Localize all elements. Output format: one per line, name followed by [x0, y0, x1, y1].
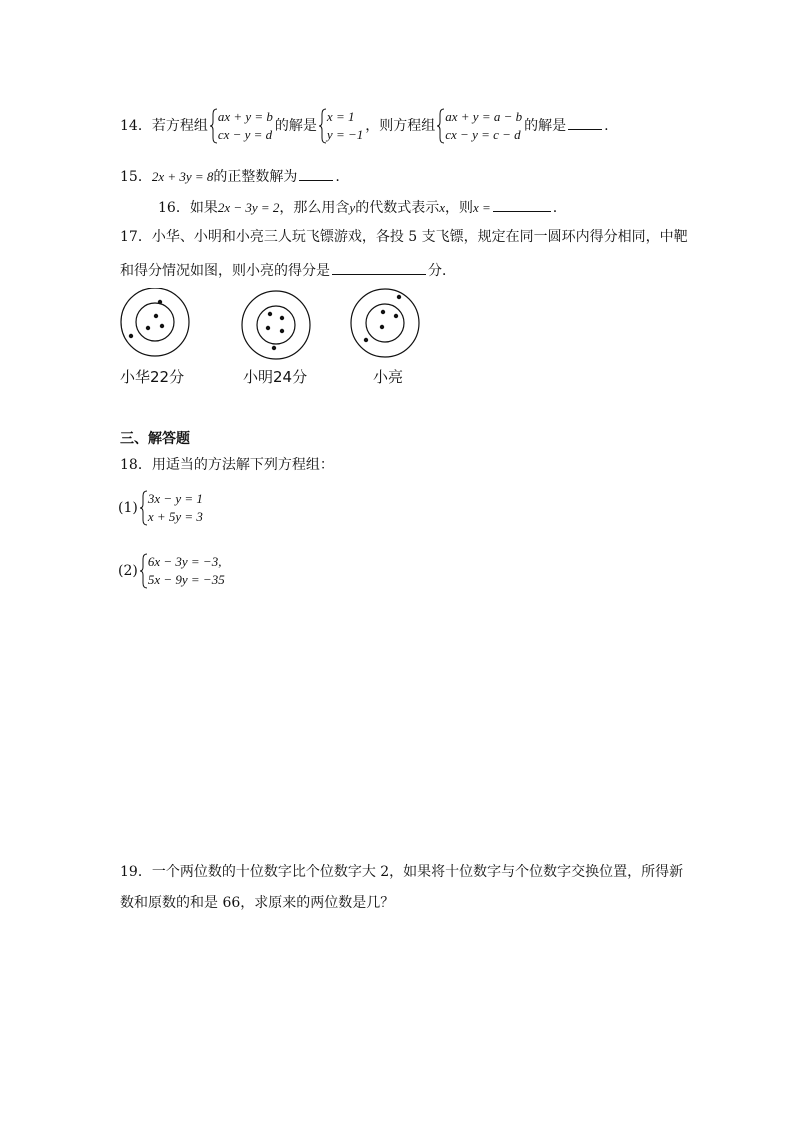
brace-icon [140, 553, 148, 589]
dart-mark [160, 324, 164, 328]
q18-part2-label: (2) [118, 563, 138, 579]
q14-system-2 [319, 108, 363, 144]
q14-answer-blank[interactable] [568, 115, 602, 130]
question-14 [120, 108, 609, 144]
dart-mark [280, 316, 284, 320]
dart-mark [364, 338, 368, 342]
dart-mark [397, 295, 401, 299]
dart-mark [272, 346, 276, 350]
q14-sys1-eq1: ax + y = b [217, 109, 273, 124]
q17-text: 和得分情况如图，则小亮的得分是 [120, 263, 330, 279]
question-18-part-1 [118, 490, 205, 526]
dart-mark [158, 300, 162, 304]
q18-p2-eq1: 6x − 3y = −3, [147, 554, 222, 569]
question-17-line-1: 17．小华、小明和小亮三人玩飞镖游戏，各投 5 支飞镖，规定在同一圆环内得分相同，中靶 [120, 229, 688, 245]
question-15 [120, 166, 340, 186]
q16-text: ，那么用含 [279, 200, 350, 216]
q16-answer-blank[interactable] [493, 197, 551, 212]
q14-system-3 [437, 108, 522, 144]
dart-mark [154, 314, 158, 318]
q14-prefix: 14．若方程组 [120, 118, 208, 134]
q15-end: . [335, 169, 340, 185]
q14-text-then: ，则方程组 [365, 118, 436, 134]
q14-sys3-eq2: cx − y = c − d [445, 127, 521, 142]
question-17-line-2 [120, 260, 456, 280]
q16-text3: ，则 [444, 200, 473, 216]
q16-equation: 2x − 3y = 2 [217, 200, 280, 215]
q17-end: 分． [428, 263, 456, 279]
dartboard-xiaoliang [351, 289, 419, 357]
dartboards-figure [110, 288, 430, 360]
q16-prefix: 16．如果 [158, 200, 218, 216]
brace-icon [140, 490, 148, 526]
dart-mark [129, 334, 133, 338]
target-label-xiaohua: 小华22分 [120, 368, 185, 386]
dartboard-xiaohua [121, 288, 189, 356]
q16-var-y: y [349, 200, 356, 215]
q14-text-solution: 的解是 [274, 118, 317, 134]
q15-text: 的正整数解为 [213, 169, 298, 185]
section-heading: 三、解答题 [120, 431, 190, 447]
q18-p1-eq1: 3x − y = 1 [147, 491, 203, 506]
q16-end: . [552, 200, 558, 216]
target-label-xiaoliang: 小亮 [373, 368, 404, 386]
dart-mark [266, 326, 270, 330]
q16-x-equals: x = [472, 200, 491, 215]
q14-end: . [604, 118, 609, 134]
q15-answer-blank[interactable] [299, 166, 333, 181]
q14-text-tail: 的解是 [524, 118, 567, 134]
q15-equation: 2x + 3y = 8 [151, 169, 214, 184]
dart-mark [381, 310, 385, 314]
q18-p2-eq2: 5x − 9y = −35 [147, 572, 225, 587]
q17-answer-blank[interactable] [332, 260, 426, 275]
q14-system-1 [210, 108, 273, 144]
question-16 [158, 197, 557, 217]
q18-system-2 [140, 553, 225, 589]
dart-mark [280, 329, 284, 333]
dartboard-xiaoming [242, 291, 310, 359]
q16-var-x: x [439, 200, 445, 215]
q18-part1-label: (1) [118, 500, 138, 516]
question-19-line-2: 数和原数的和是 66，求原来的两位数是几？ [120, 895, 395, 911]
question-19-line-1: 19．一个两位数的十位数字比个位数字大 2，如果将十位数字与个位数字交换位置，所得新 [120, 864, 684, 880]
q14-sys2-eq2: y = −1 [326, 127, 364, 142]
question-18-part-2 [118, 553, 227, 589]
q14-sys3-eq1: ax + y = a − b [445, 109, 523, 124]
brace-icon [319, 108, 327, 144]
q14-sys2-eq1: x = 1 [326, 109, 355, 124]
q14-sys1-eq2: cx − y = d [217, 127, 273, 142]
dart-mark [394, 314, 398, 318]
brace-icon [210, 108, 218, 144]
dart-mark [146, 326, 150, 330]
dart-mark [380, 325, 384, 329]
q16-text2: 的代数式表示 [355, 200, 440, 216]
q15-prefix: 15． [120, 169, 152, 185]
q18-system-1 [140, 490, 203, 526]
q18-p1-eq2: x + 5y = 3 [147, 509, 203, 524]
question-18-prompt: 18．用适当的方法解下列方程组： [120, 457, 334, 473]
target-label-xiaoming: 小明24分 [243, 368, 308, 386]
dart-mark [268, 312, 272, 316]
brace-icon [437, 108, 445, 144]
